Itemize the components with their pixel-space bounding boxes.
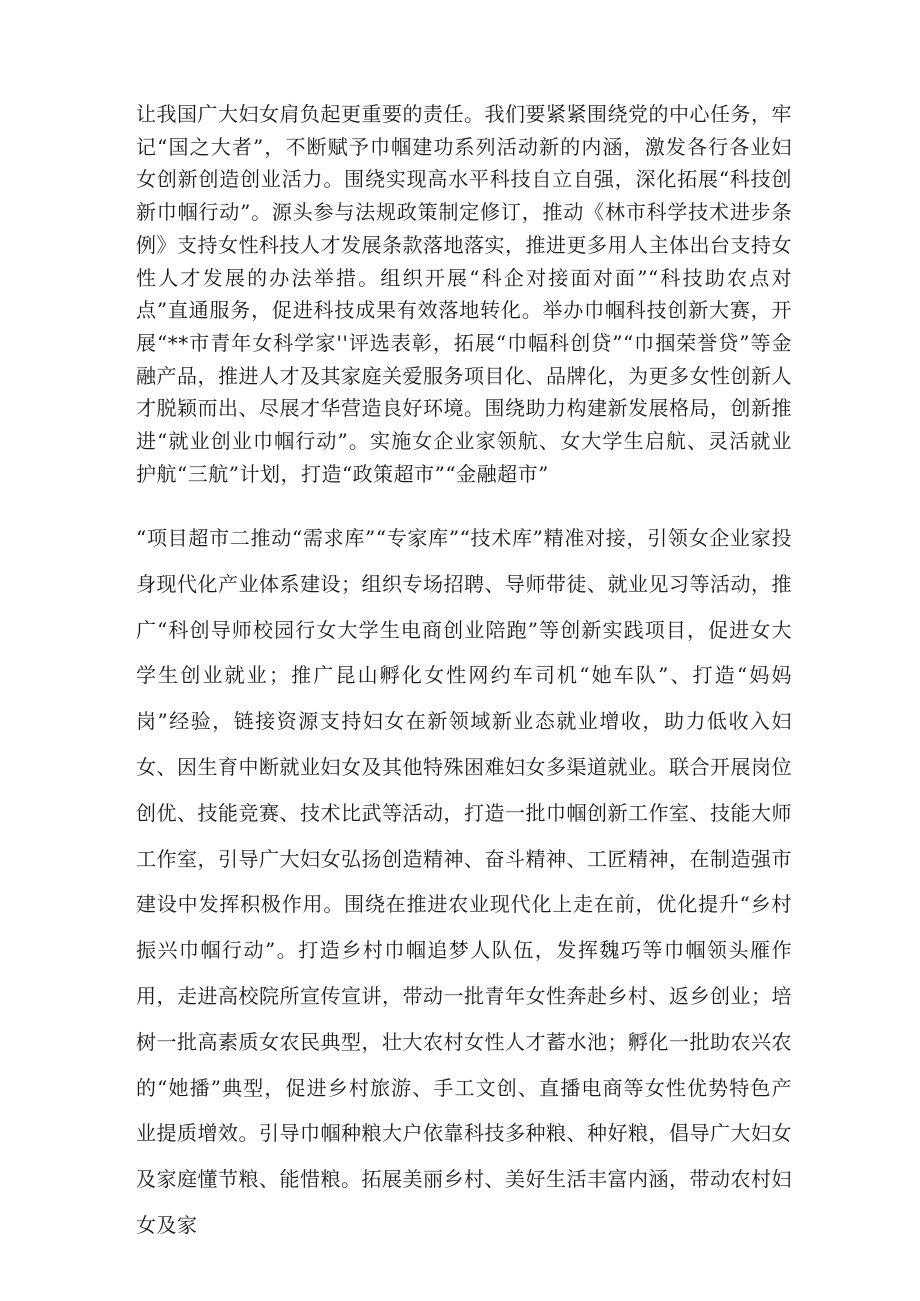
body-paragraph-2: “项目超市二推动“需求库”“专家库”“技术库”精准对接，引领女企业家投身现代化产业体系建设；组织专场招聘、导师带徒、就业见习等活动，推广“科创导师校园行女大学生电商创业陪跑”等创新实践项目，促进女大学生创业就业；推广昆山孵化女性网约车司机“她车队”、打造“妈妈岗”经验，链接资源支持妇女在新领域新业态就业增收，助力低收入妇女、因生育中断就业妇女及其他特殊困难妇女多渠道就业。联合开展岗位创优、技能竞赛、技术比武等活动，打造一批巾帼创新工作室、技能大师工作室，引导广大妇女弘扬创造精神、奋斗精神、工匠精神，在制造强市建设中发挥积极作用。围绕在推进农业现代化上走在前，优化提升“乡村振兴巾帼行动”。打造乡村巾帼追梦人队伍，发挥魏巧等巾帼领头雁作用，走进高校院所宣传宣讲，带动一批青年女性奔赴乡村、返乡创业；培树一批高素质女农民典型，壮大农村女性人才蓄水池；孵化一批助农兴农的“她播”典型，促进乡村旅游、手工文创、直播电商等女性优势特色产业提质增效。引导巾帼种粮大户依靠科技多种粮、种好粮，倡导广大妇女及家庭懂节粮、能惜粮。拓展美丽乡村、美好生活丰富内涵，带动农村妇女及家 xyxy=(136,526,792,1237)
body-paragraph-1: 让我国广大妇女肩负起更重要的责任。我们要紧紧围绕党的中心任务，牢记“国之大者”，不断赋予巾帼建功系列活动新的内涵，激发各行各业妇女创新创造创业活力。围绕实现高水平科技自立自强，深化拓展“科技创新巾帼行动”。源头参与法规政策制定修订，推动《林市科学技术进步条例》支持女性科技人才发展条款落地落实，推进更多用人主体出台支持女性人才发展的办法举措。组织开展“科企对接面对面”“科技助农点对点”直通服务，促进科技成果有效落地转化。举办巾帼科技创新大赛，开展“**市青年女科学家''评选表彰，拓展“巾幅科创贷”“巾掴荣誉贷”等金融产品，推进人才及其家庭关爱服务项目化、品牌化，为更多女性创新人才脱颖而出、尽展才华营造良好环境。围绕助力构建新发展格局，创新推进“就业创业巾帼行动”。实施女企业家领航、女大学生启航、灵活就业护航“三航”计划，打造“政策超市”“金融超市” xyxy=(136,102,792,486)
